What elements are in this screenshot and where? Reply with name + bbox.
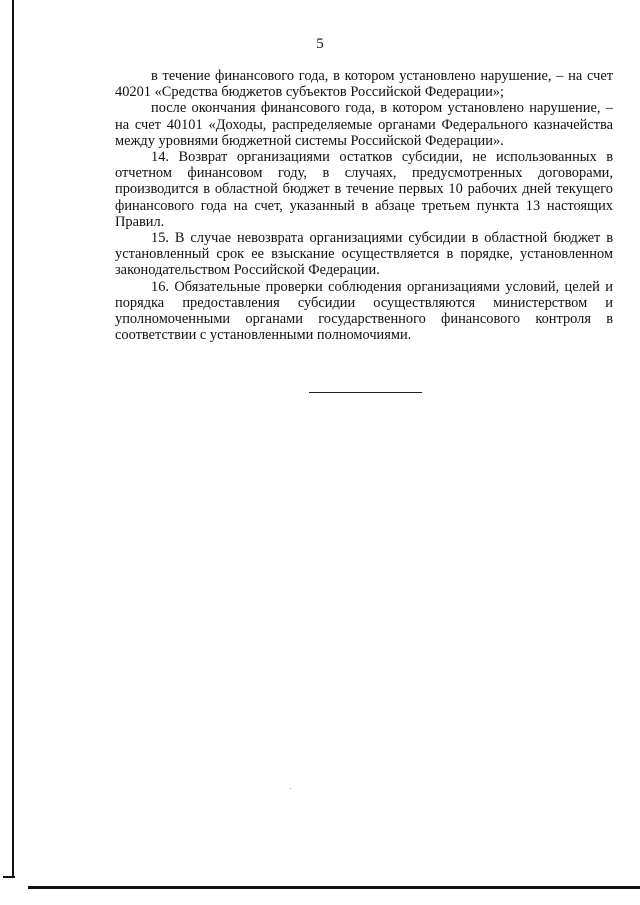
page-number: 5 xyxy=(316,36,324,52)
scan-left-tick xyxy=(3,876,15,878)
paragraph-item-16: 16. Обязательные проверки соблюдения организациями условий, целей и порядка предоставления субсидии осуществляются министерством и уполномоченными органами государственного финансового контроля в соответствии с установленными полномочиями. xyxy=(115,278,613,344)
paragraph-item-15: 15. В случае невозврата организациями субсидии в областной бюджет в установленный срок ее взыскание осуществляется в порядке, установленном законодательством Российской Федерации. xyxy=(115,230,613,279)
document-body xyxy=(115,68,613,343)
paragraph-account-40101: после окончания финансового года, в котором установлено нарушение, – на счет 40101 «Доходы, распределяемые органами Федерального казначейства между уровнями бюджетной системы Российской Федерации». xyxy=(115,100,613,149)
paragraph-item-14: 14. Возврат организациями остатков субсидии, не использованных в отчетном финансовом году, в случаях, предусмотренных договорами, производится в областной бюджет в течение первых 10 рабочих дней текущего финансового года на счет, указанный в абзаце третьем пункта 13 настоящих Правил. xyxy=(115,149,613,230)
paragraph-account-40201: в течение финансового года, в котором установлено нарушение, – на счет 40201 «Средства бюджетов субъектов Российской Федерации»; xyxy=(115,68,613,101)
scan-bottom-edge xyxy=(28,886,640,889)
scan-speck xyxy=(290,788,291,789)
end-of-document-rule xyxy=(309,392,422,393)
scan-left-edge xyxy=(12,0,14,878)
